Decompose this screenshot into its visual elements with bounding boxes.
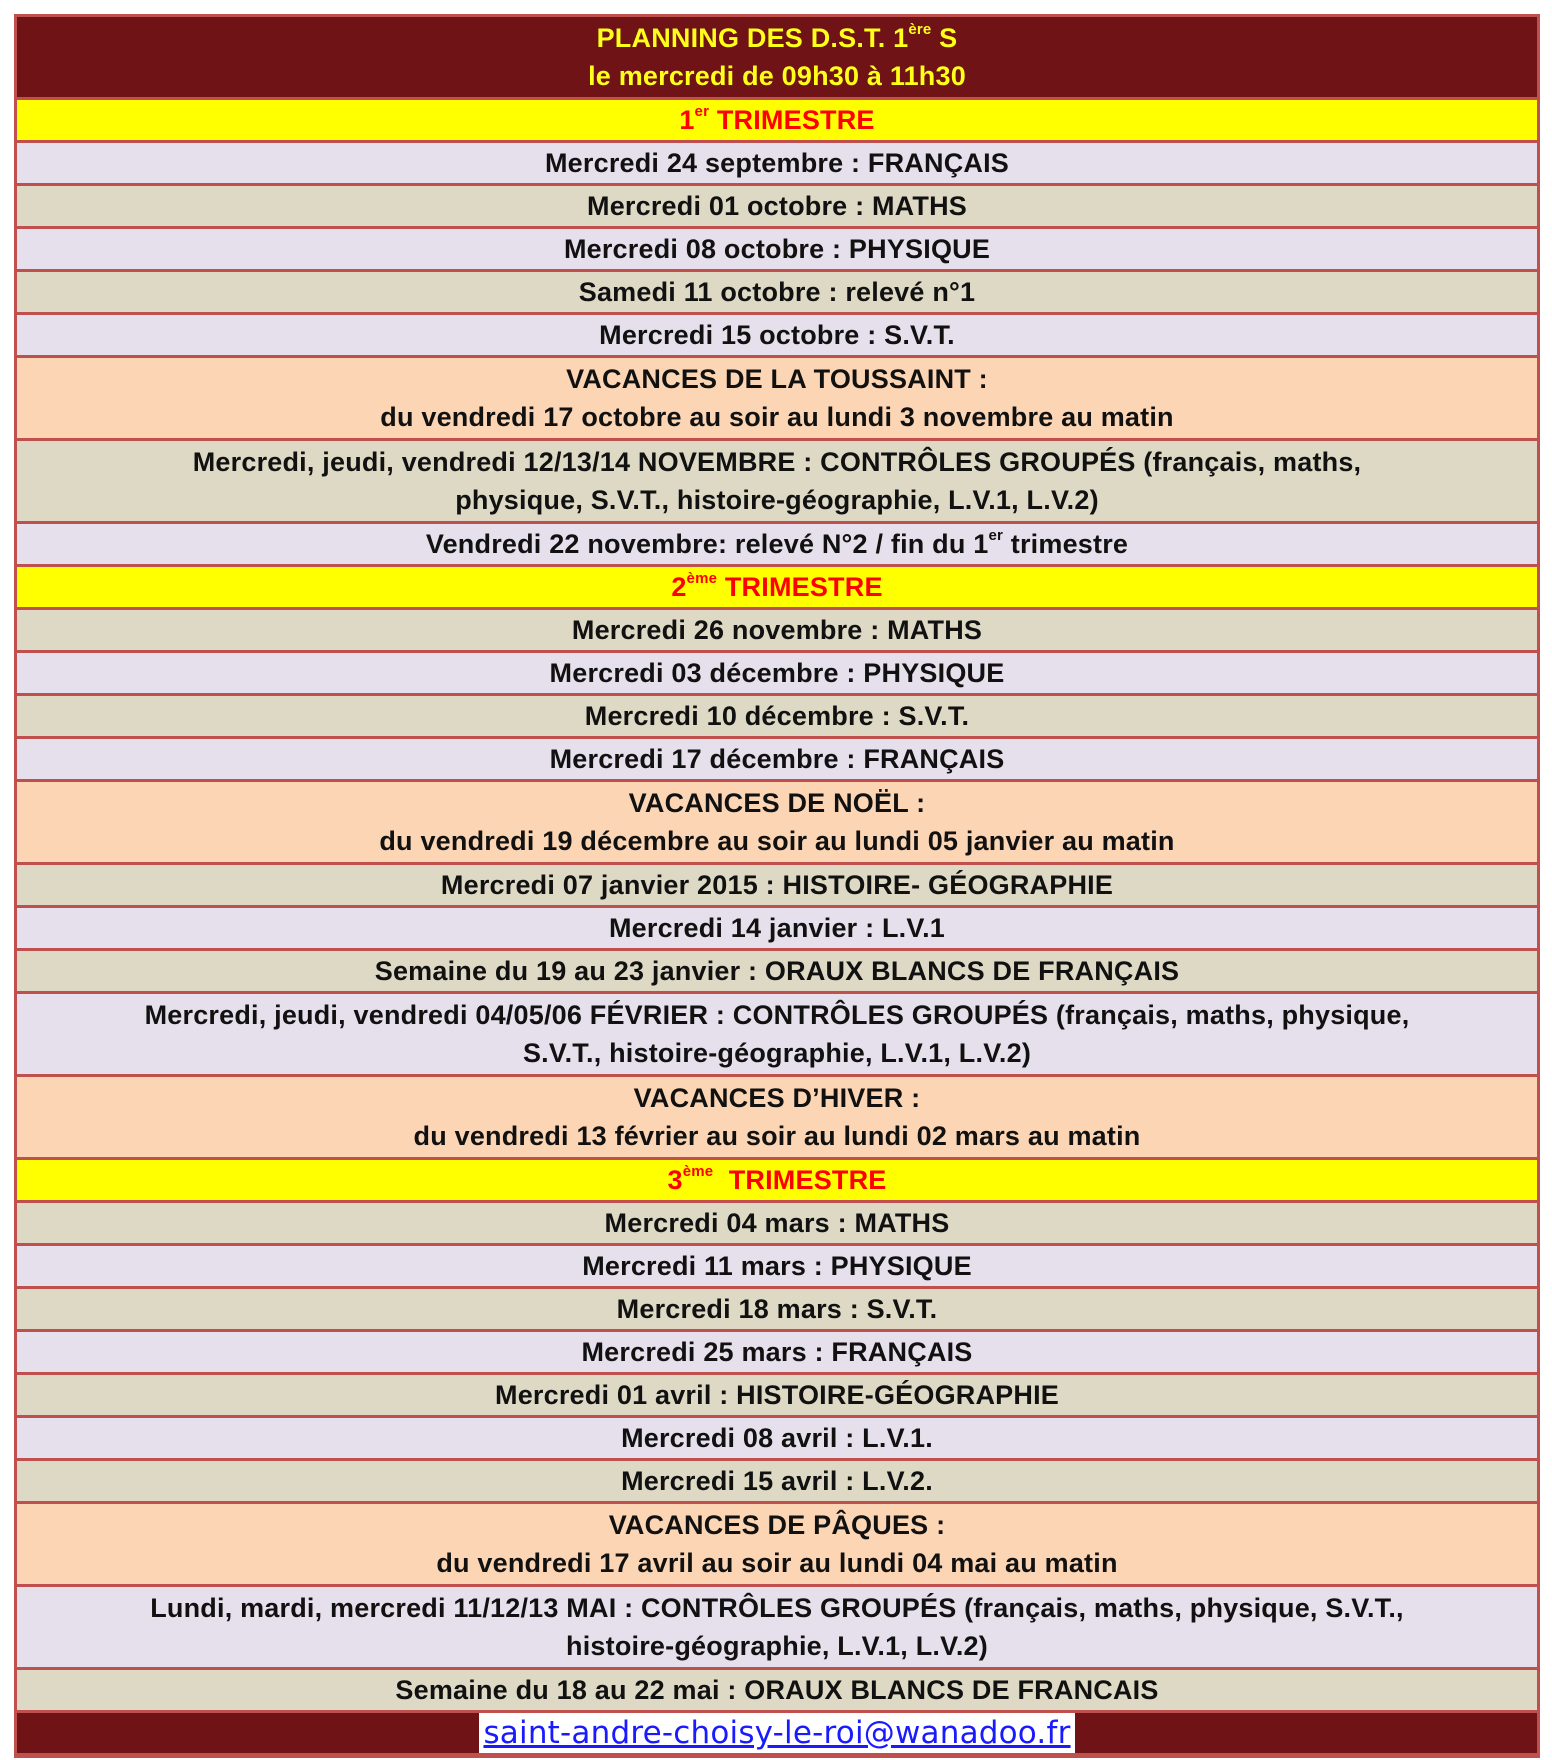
title-text: PLANNING DES D.S.T. 1 [596,23,909,53]
grouped-controls-line-2: S.V.T., histoire-géographie, L.V.1, L.V.2) [522,1038,1032,1068]
email-container [479,1713,1074,1753]
exam-row: Mercredi 04 mars : MATHS [17,1203,1537,1243]
trimester-end-row [17,524,1537,564]
vacation-title: VACANCES DE LA TOUSSAINT : [566,364,988,394]
vacation-title: VACANCES DE PÂQUES : [608,1510,946,1540]
exam-row: Mercredi 15 avril : L.V.2. [17,1461,1537,1501]
vacation-row-noel [17,782,1537,862]
page-footer [17,1713,1537,1753]
trimester-end-text: Vendredi 22 novembre: relevé N°2 / fin du 1 [425,529,989,559]
exam-row: Mercredi 26 novembre : MATHS [17,610,1537,650]
vacation-row-toussaint [17,358,1537,438]
oral-exam-row: Semaine du 18 au 22 mai : ORAUX BLANCS DE FRANCAIS [17,1670,1537,1710]
trimester-label: TRIMESTRE [709,105,875,135]
trimester-number: 1 [679,105,695,135]
page-header [17,17,1537,97]
vacation-dates: du vendredi 17 octobre au soir au lundi 3 novembre au matin [380,402,1174,432]
vacation-title: VACANCES D’HIVER : [633,1083,921,1113]
planning-table [14,14,1540,1758]
grouped-controls-row [17,441,1537,521]
exam-row: Mercredi 11 mars : PHYSIQUE [17,1246,1537,1286]
title-superscript: ère [908,21,932,38]
trimester-number: 2 [671,572,687,602]
grouped-controls-line-2: physique, S.V.T., histoire-géographie, L.V.1, L.V.2) [455,485,1099,515]
exam-row: Mercredi 01 octobre : MATHS [17,186,1537,226]
trimester-superscript: ème [686,570,718,587]
report-row: Samedi 11 octobre : relevé n°1 [17,272,1537,312]
page-title [597,19,958,57]
exam-row: Mercredi 01 avril : HISTOIRE-GÉOGRAPHIE [17,1375,1537,1415]
vacation-title: VACANCES DE NOËL : [628,788,926,818]
trimester-end-superscript: er [988,527,1004,544]
trimester-label: TRIMESTRE [713,1165,887,1195]
vacation-dates: du vendredi 17 avril au soir au lundi 04 mai au matin [436,1548,1118,1578]
trimester-3-heading [17,1160,1537,1200]
exam-row: Mercredi 18 mars : S.V.T. [17,1289,1537,1329]
vacation-dates: du vendredi 19 décembre au soir au lundi 05 janvier au matin [379,826,1175,856]
grouped-controls-line-2: histoire-géographie, L.V.1, L.V.2) [566,1631,988,1661]
vacation-row-hiver [17,1077,1537,1157]
email-link[interactable]: saint-andre-choisy-le-roi@wanadoo.fr [483,1715,1071,1751]
oral-exam-row: Semaine du 19 au 23 janvier : ORAUX BLANCS DE FRANÇAIS [17,951,1537,991]
vacation-row-paques [17,1504,1537,1584]
exam-row: Mercredi 08 avril : L.V.1. [17,1418,1537,1458]
trimester-2-heading [17,567,1537,607]
trimester-superscript: ème [682,1163,714,1180]
exam-row: Mercredi 15 octobre : S.V.T. [17,315,1537,355]
exam-row: Mercredi 25 mars : FRANÇAIS [17,1332,1537,1372]
grouped-controls-row [17,1587,1537,1667]
page-subtitle: le mercredi de 09h30 à 11h30 [588,61,966,91]
vacation-dates: du vendredi 13 février au soir au lundi 02 mars au matin [413,1121,1141,1151]
trimester-end-suffix: trimestre [1003,529,1129,559]
trimester-label: TRIMESTRE [717,572,883,602]
grouped-controls-line-1: Mercredi, jeudi, vendredi 04/05/06 FÉVRIER : CONTRÔLES GROUPÉS (français, maths, physique, [144,1000,1410,1030]
exam-row: Mercredi 17 décembre : FRANÇAIS [17,739,1537,779]
trimester-superscript: er [694,103,710,120]
grouped-controls-row [17,994,1537,1074]
grouped-controls-line-1: Lundi, mardi, mercredi 11/12/13 MAI : CONTRÔLES GROUPÉS (français, maths, physique, S.V.T., [150,1593,1404,1623]
exam-row: Mercredi 07 janvier 2015 : HISTOIRE- GÉOGRAPHIE [17,865,1537,905]
trimester-number: 3 [667,1165,683,1195]
exam-row: Mercredi 08 octobre : PHYSIQUE [17,229,1537,269]
exam-row: Mercredi 14 janvier : L.V.1 [17,908,1537,948]
title-suffix: S [931,23,958,53]
trimester-1-heading [17,100,1537,140]
exam-row: Mercredi 24 septembre : FRANÇAIS [17,143,1537,183]
exam-row: Mercredi 03 décembre : PHYSIQUE [17,653,1537,693]
exam-row: Mercredi 10 décembre : S.V.T. [17,696,1537,736]
grouped-controls-line-1: Mercredi, jeudi, vendredi 12/13/14 NOVEMBRE : CONTRÔLES GROUPÉS (français, maths, [192,447,1362,477]
